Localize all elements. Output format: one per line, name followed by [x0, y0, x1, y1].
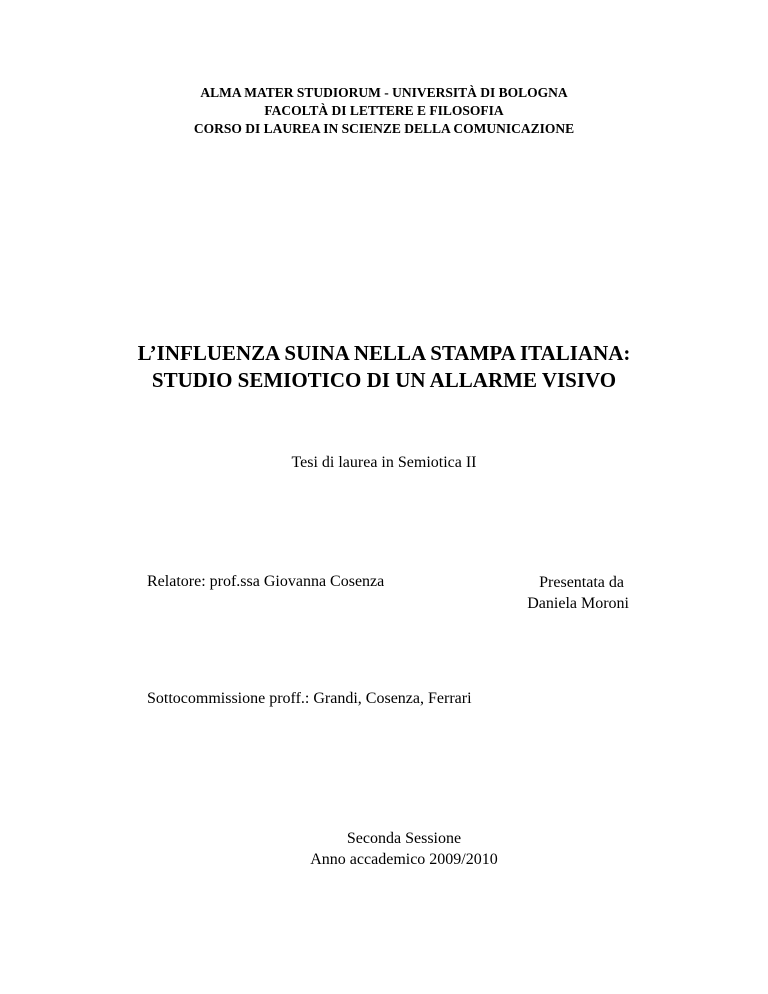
author-name: Daniela Moroni: [527, 595, 629, 612]
thesis-title-line-1: L’INFLUENZA SUINA NELLA STAMPA ITALIANA:: [137, 341, 631, 365]
thesis-subtitle: Tesi di laurea in Semiotica II: [291, 454, 477, 471]
course-name: CORSO DI LAUREA IN SCIENZE DELLA COMUNICAZIONE: [193, 121, 575, 136]
university-name: ALMA MATER STUDIORUM - UNIVERSITÀ DI BOLOGNA: [200, 85, 568, 100]
session-name: Seconda Sessione: [346, 830, 462, 847]
academic-year: Anno accademico 2009/2010: [310, 851, 498, 868]
presented-by-label: Presentata da: [539, 574, 624, 591]
supervisor: Relatore: prof.ssa Giovanna Cosenza: [147, 573, 385, 590]
thesis-title-line-2: STUDIO SEMIOTICO DI UN ALLARME VISIVO: [151, 368, 617, 392]
committee: Sottocommissione proff.: Grandi, Cosenza, Ferrari: [147, 690, 472, 707]
faculty-name: FACOLTÀ DI LETTERE E FILOSOFIA: [264, 103, 504, 118]
presented-by-block: [527, 572, 629, 614]
